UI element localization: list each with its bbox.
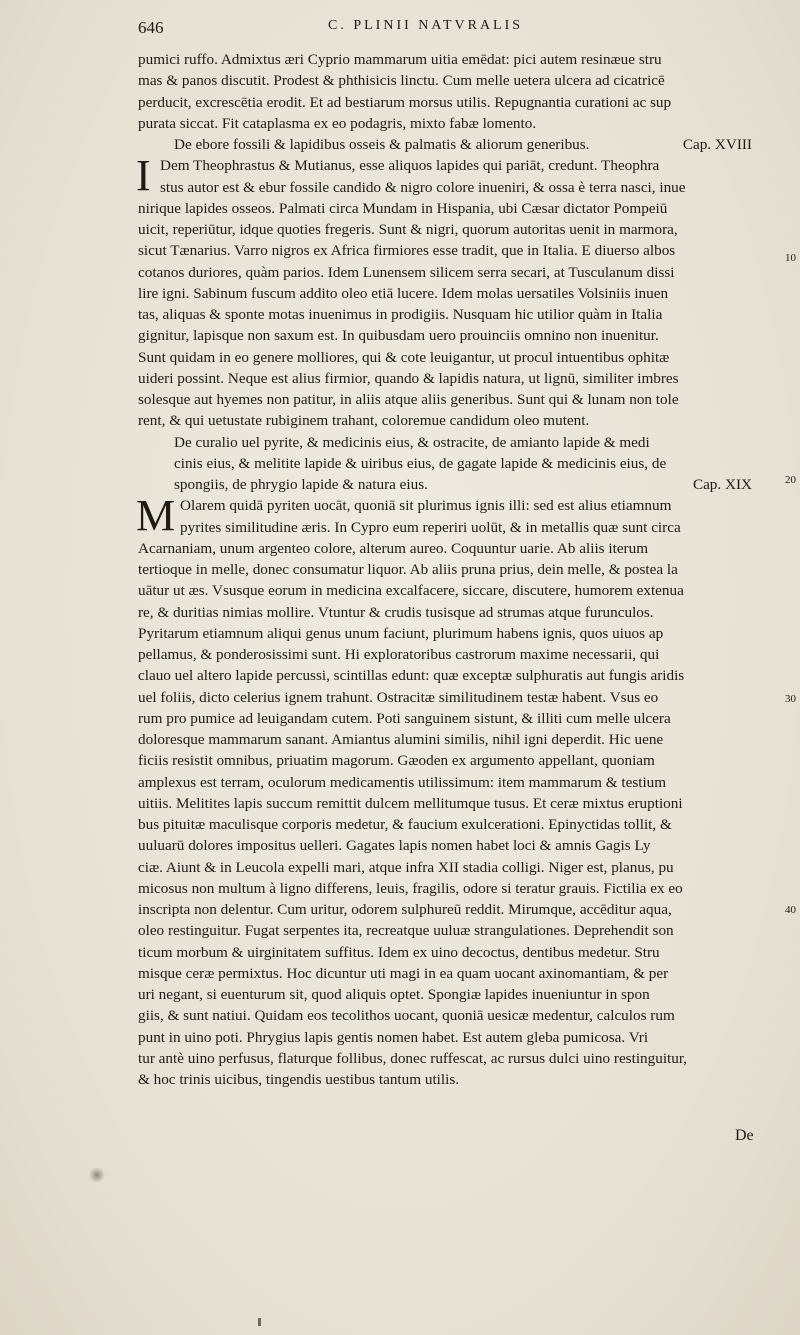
paper-mark — [258, 1318, 261, 1326]
heading-line: cinis eius, & melitite lapide & uiribus eius, de gagate lapide & medicinis eius, de — [174, 454, 667, 472]
text-line-content: sicut Tænarius. Varro nigros ex Africa firmiores esse tradit, que in Italia. E diuerso albos — [138, 242, 676, 260]
chapter-18-heading — [138, 134, 764, 155]
dropcap-m: M — [136, 491, 176, 541]
text-line: rum pro pumice ad leuigandam cutem. Poti sanguinem sistunt, & illiti cum melle ulcera — [138, 709, 671, 727]
text-line: uātur ut æs. Vsusque eorum in medicina excalfacere, siccare, discutere, humorem extenua — [138, 582, 684, 600]
text-line: punt in uino poti. Phrygius lapis gentis nomen habet. Est autem gleba pumicosa. Vri — [138, 1028, 649, 1046]
margin-line-number-20: 20 — [785, 474, 796, 486]
running-title: C. PLINII NATVRALIS — [328, 18, 524, 33]
text-line: uitiis. Melitites lapis succum remittit dulcem mellitumque tusus. Et ceræ mixtus eruptioni — [138, 794, 683, 812]
intro-paragraph — [138, 49, 764, 134]
chapter-18-body — [136, 151, 764, 431]
text-line: & hoc trinis uicibus, tingendis uestibus tantum utilis. — [138, 1071, 460, 1088]
text-line: ficiis resistit omnibus, priuatim magorum. Gæoden ex argumento appellant, quoniam — [138, 752, 655, 770]
text-line: pumici ruffo. Admixtus æri Cyprio mammarum uitia emēdat: pici autem resinæue stru — [138, 51, 662, 68]
heading-line: De curalio uel pyrite, & medicinis eius, & ostracite, de amianto lapide & medi — [174, 433, 650, 451]
page-number: 646 — [138, 18, 164, 37]
text-line: doloresque mammarum sanant. Amiantus alumini similis, nihil igni deperdit. Hic uene — [138, 731, 664, 748]
text-line: micosus non multum à ligno differens, leuis, fragilis, odore si teratur grauis. Fictilia ex eo — [138, 879, 683, 897]
text-line: uel foliis, dicto celerius ignem trahunt. Ostracitæ similitudinem testæ habent. Vsus eo — [138, 688, 659, 706]
text-line — [138, 240, 764, 261]
text-line: gignitur, lapisque non saxum est. In quibusdam uero prouinciis omnino non inuenitur. — [138, 327, 659, 345]
chapter-19-heading — [138, 432, 764, 496]
text-line: purata siccat. Fit cataplasma ex eo podagris, mixto fabæ lomento. — [138, 114, 537, 132]
text-line: rent, & qui uetustate rubiginem trahant, coloremue candidum oleo mutent. — [138, 412, 590, 430]
margin-line-number-10: 10 — [785, 252, 796, 264]
heading-line — [138, 474, 764, 495]
chapter-18-cap-label: Cap. XVIII — [682, 136, 752, 153]
text-line: pellamus, & ponderosissimi sunt. Hi exploratoribus castrorum maxime necessarii, qui — [138, 646, 660, 663]
text-line: Dem Theophrastus & Mutianus, esse aliquos lapides qui pariāt, credunt. Theophra — [160, 157, 660, 175]
text-line: tas, aliquas & sponte motas inuenimus in prodigiis. Nusquam hic utilior quàm in Italia — [138, 306, 663, 323]
chapter-19-cap-label: Cap. XIX — [692, 476, 752, 493]
text-line: uri negant, si euenturum sit, quod aliquis optet. Spongiæ lapides inueniuntur in spon — [138, 986, 650, 1003]
text-line: Pyritarum etiamnum aliqui genus unum faciunt, plurimum habens ignis, quos uiuos ap — [138, 624, 664, 642]
body-text — [138, 49, 764, 1090]
margin-line-number-30: 30 — [785, 693, 796, 705]
margin-line-number-40: 40 — [785, 904, 796, 916]
page-header — [138, 18, 768, 44]
text-line: amplexus est terram, oculorum medicamentis utilissimum: item mammarum & testium — [138, 773, 667, 791]
ink-smudge — [88, 1168, 106, 1182]
chapter-19-body — [136, 491, 764, 1090]
text-line: ticum morbum & uirginitatem suffitus. Idem ex uino decoctus, dentibus medetur. Stru — [138, 943, 660, 961]
text-line: tur antè uino perfusus, flaturque follibus, donec ruffescat, ac rursus dulci uino restinguitur, — [138, 1049, 688, 1067]
text-line: misque ceræ permixtus. Hoc dicuntur uti magi in ea quam uocant axinomantiam, & per — [138, 964, 669, 982]
text-line: giis, & sunt natiui. Quidam eos tecolithos uocant, quoniā uesicæ medentur, calculos rum — [138, 1007, 675, 1025]
text-line: solesque aut hyemes non patitur, in aliis atque aliis generibus. Sunt qui & lunam non tole — [138, 391, 679, 408]
text-line: clauo uel altero lapide percussi, scintillas edunt: quæ exceptæ sulphuratis aut fungis aridis — [138, 667, 685, 685]
text-line: Acarnaniam, unum argenteo colore, alterum aureo. Coquuntur uarie. Ab aliis iterum — [138, 539, 649, 557]
text-line: perducit, excrescētia erodit. Et ad bestiarum morsus utilis. Repugnantia curationi ac sup — [138, 93, 672, 111]
text-line: uicit, reperiūtur, idque quoties fregeris. Sunt & nigri, quorum autoritas uenit in marmora, — [138, 221, 678, 238]
text-line: bus pituitæ maculisque corporis medetur, & faucium exulcerationi. Epinyctidas tollit, & — [138, 816, 672, 833]
text-line: mas & panos discutit. Prodest & phthisicis linctu. Cum melle uetera ulcera ad cicatricē — [138, 72, 665, 90]
text-line: inscripta non delentur. Cum uritur, odorem sulphureū reddit. Mirumque, accēditur aqua, — [138, 901, 672, 918]
heading-line-text: spongiis, de phrygio lapide & natura eius. — [174, 476, 428, 493]
text-line: Olarem quidā pyriten uocāt, quoniā sit plurimus ignis illi: sed est alius etiamnum — [180, 497, 672, 515]
text-line: nirique lapides osseos. Palmati circa Mundam in Hispania, ubi Cæsar dictator Pompeiū — [138, 199, 668, 217]
text-line: pyrites similitudine æris. In Cypro eum reperiri uolūt, & in metallis quæ sunt circa — [180, 518, 681, 536]
text-line: stus autor est & ebur fossile candido & nigro colore inueniri, & ossa è terra nasci, inue — [160, 178, 686, 196]
dropcap-i: I — [136, 151, 151, 201]
text-line: uuluarū dolores impositus uelleri. Gagates lapis nomen habet loci & amnis Gagis Ly — [138, 837, 651, 855]
catchword: De — [735, 1127, 754, 1144]
text-line: oleo restinguitur. Fugat serpentes ita, recreatque uuluæ strangulationes. Deprehendit son — [138, 922, 674, 940]
text-line: re, & duritias nimias mollire. Vtuntur & crudis tusisque ad strumas atque furunculos. — [138, 603, 654, 621]
text-line: cotanos duriores, quàm parios. Idem Lunensem silicem serra secari, at Tusculanum dissi — [138, 263, 675, 281]
text-line: Sunt quidam in eo genere molliores, qui & cote leuigantur, ut procul intuentibus ophitæ — [138, 348, 670, 366]
text-line: uideri possint. Neque est alius firmior, quando & lapidis natura, ut lignū, similiter imbres — [138, 369, 679, 387]
text-line: ciæ. Aiunt & in Leucola expelli mari, atque infra XII stadia colligi. Niger est, planus, pu — [138, 858, 674, 876]
chapter-18-title: De ebore fossili & lapidibus osseis & palmatis & aliorum generibus. — [174, 136, 590, 153]
text-line: tertioque in melle, donec consumatur liquor. Ab aliis pruna prius, dein melle, & postea la — [138, 561, 678, 578]
text-line: lire igni. Sabinum fuscum addito oleo etiā lucere. Idem molas uersatiles Volsiniis inuen — [138, 284, 669, 302]
